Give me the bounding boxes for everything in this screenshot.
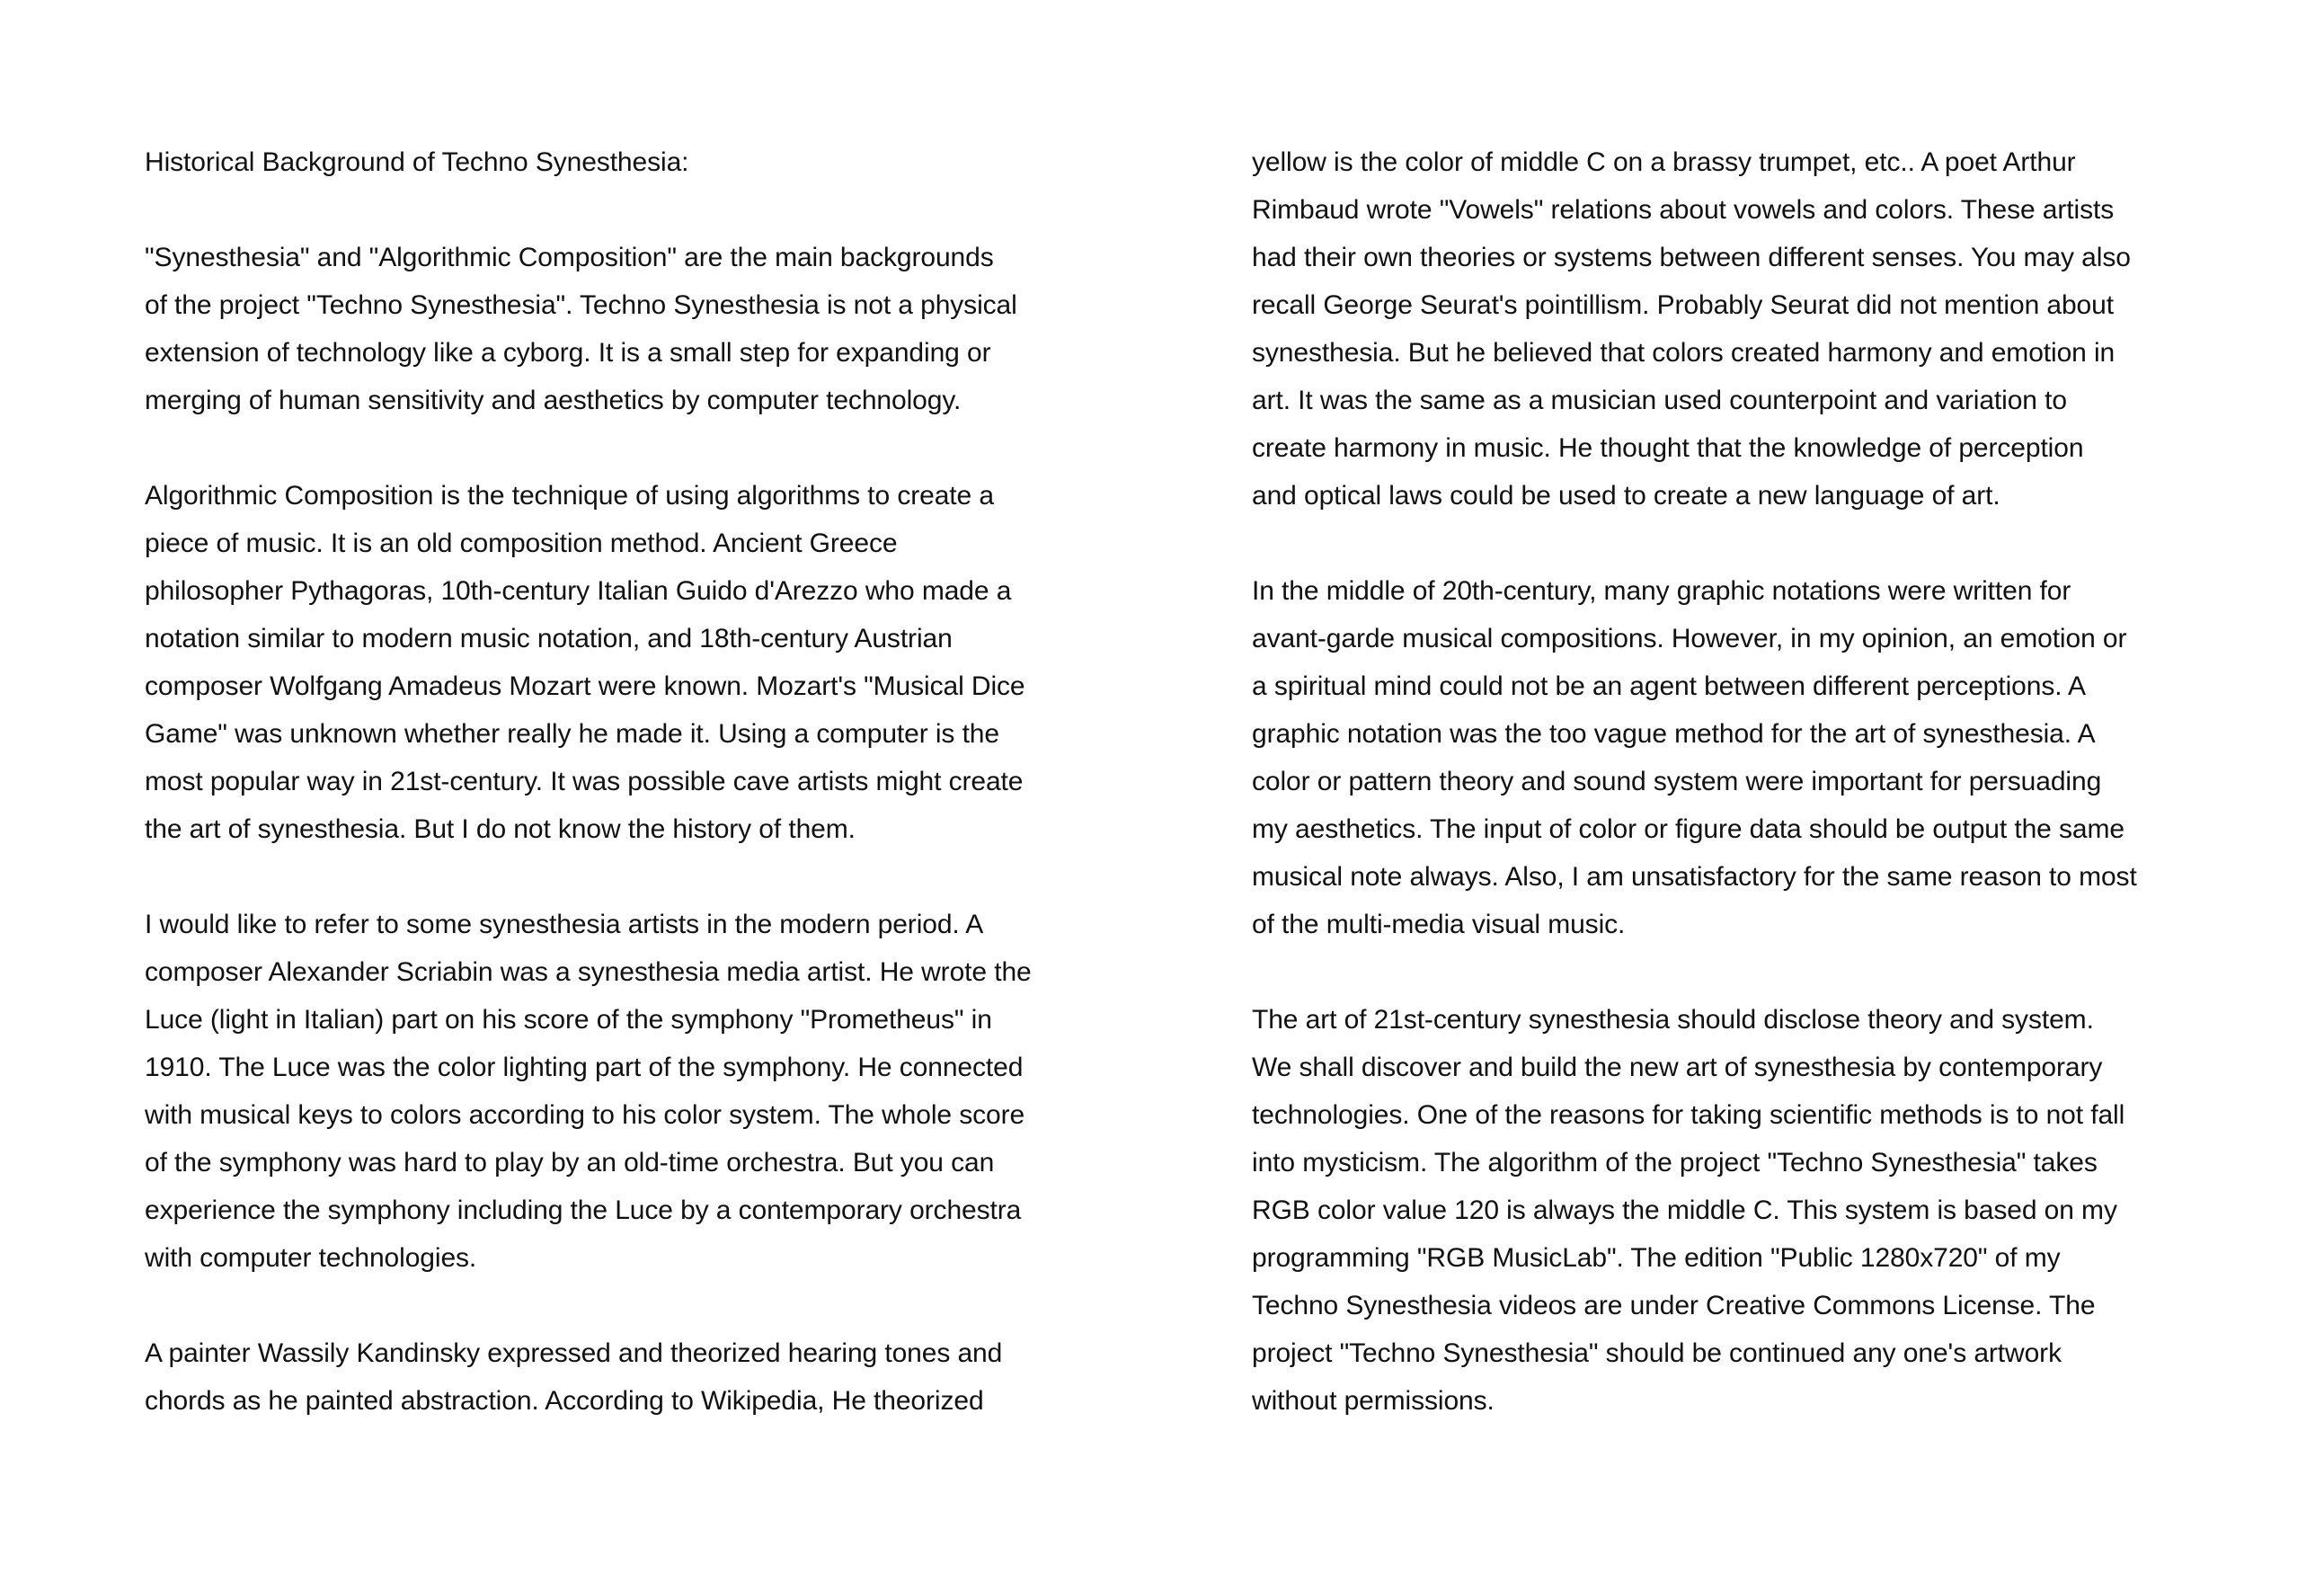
text-line: piece of music. It is an old composition method. Ancient Greece (145, 529, 898, 558)
text-line: technologies. One of the reasons for taking scientific methods is to not fall (1252, 1100, 2125, 1130)
text-line: art. It was the same as a musician used counterpoint and variation to (1252, 386, 2067, 415)
text-line: a spiritual mind could not be an agent between different perceptions. A (1252, 671, 2086, 701)
text-line: Techno Synesthesia videos are under Creative Commons License. The (1252, 1291, 2096, 1320)
text-line: without permissions. (1252, 1386, 1495, 1416)
paragraph-21st-century (1252, 996, 2240, 1425)
text-line: Algorithmic Composition is the technique of using algorithms to create a (145, 481, 994, 511)
text-line: synesthesia. But he believed that colors created harmony and emotion in (1252, 338, 2116, 368)
paragraph-spacer (1252, 520, 2240, 567)
text-line: notation similar to modern music notation, and 18th-century Austrian (145, 624, 953, 653)
text-line: "Synesthesia" and "Algorithmic Composition" are the main backgrounds (145, 243, 994, 272)
text-line: Game" was unknown whether really he made it. Using a computer is the (145, 719, 999, 749)
text-line: chords as he painted abstraction. According to Wikipedia, He theorized (145, 1386, 984, 1416)
left-column (145, 138, 1133, 1425)
right-column (1252, 138, 2240, 1425)
paragraph-spacer (145, 424, 1133, 472)
text-line: I would like to refer to some synesthesia artists in the modern period. A (145, 910, 984, 939)
text-line: had their own theories or systems between different senses. You may also (1252, 243, 2131, 272)
text-line: extension of technology like a cyborg. It is a small step for expanding or (145, 338, 991, 368)
text-line: yellow is the color of middle C on a brassy trumpet, etc.. A poet Arthur (1252, 147, 2076, 177)
text-line: project "Techno Synesthesia" should be continued any one's artwork (1252, 1338, 2062, 1368)
text-line: composer Wolfgang Amadeus Mozart were known. Mozart's "Musical Dice (145, 671, 1025, 701)
text-line: Luce (light in Italian) part on his score of the symphony "Prometheus" in (145, 1005, 992, 1035)
document-title: Historical Background of Techno Synesthesia: (145, 147, 689, 177)
text-line: most popular way in 21st-century. It was possible cave artists might create (145, 767, 1024, 796)
text-line: of the project "Techno Synesthesia". Techno Synesthesia is not a physical (145, 290, 1017, 320)
text-line: color or pattern theory and sound system were important for persuading (1252, 767, 2102, 796)
text-line: 1910. The Luce was the color lighting part of the symphony. He connected (145, 1053, 1024, 1082)
paragraph-algorithmic-composition (145, 472, 1133, 853)
paragraph-graphic-notations (1252, 567, 2240, 948)
text-line: the art of synesthesia. But I do not know the history of them. (145, 814, 856, 844)
text-line: of the symphony was hard to play by an old-time orchestra. But you can (145, 1148, 995, 1178)
text-line: experience the symphony including the Luce by a contemporary orchestra (145, 1195, 1022, 1225)
text-line: The art of 21st-century synesthesia should disclose theory and system. (1252, 1005, 2094, 1035)
text-line: graphic notation was the too vague method for the art of synesthesia. A (1252, 719, 2096, 749)
text-line: We shall discover and build the new art of synesthesia by contemporary (1252, 1053, 2103, 1082)
paragraph-kandinsky-continued (1252, 138, 2240, 520)
text-line: In the middle of 20th-century, many graphic notations were written for (1252, 576, 2071, 606)
paragraph-kandinsky (145, 1329, 1133, 1425)
text-line: create harmony in music. He thought that the knowledge of perception (1252, 433, 2084, 463)
text-line: my aesthetics. The input of color or figure data should be output the same (1252, 814, 2124, 844)
text-line: RGB color value 120 is always the middle C. This system is based on my (1252, 1195, 2117, 1225)
text-line: A painter Wassily Kandinsky expressed and theorized hearing tones and (145, 1338, 1003, 1368)
text-line: philosopher Pythagoras, 10th-century Italian Guido d'Arezzo who made a (145, 576, 1012, 606)
text-line: with computer technologies. (145, 1243, 477, 1273)
text-line: merging of human sensitivity and aesthetics by computer technology. (145, 386, 962, 415)
text-line: programming "RGB MusicLab". The edition "Public 1280x720" of my (1252, 1243, 2061, 1273)
paragraph-backgrounds (145, 234, 1133, 424)
text-line: of the multi-media visual music. (1252, 910, 1626, 939)
paragraph-spacer (1252, 948, 2240, 996)
text-line: into mysticism. The algorithm of the project "Techno Synesthesia" takes (1252, 1148, 2098, 1178)
text-line: and optical laws could be used to create a new language of art. (1252, 481, 2000, 511)
paragraph-spacer (145, 186, 1133, 234)
text-line: composer Alexander Scriabin was a synesthesia media artist. He wrote the (145, 957, 1032, 987)
text-line: musical note always. Also, I am unsatisfactory for the same reason to most (1252, 862, 2137, 892)
text-line: with musical keys to colors according to his color system. The whole score (145, 1100, 1025, 1130)
text-line: avant-garde musical compositions. However, in my opinion, an emotion or (1252, 624, 2127, 653)
paragraph-spacer (145, 853, 1133, 901)
paragraph-scriabin (145, 901, 1133, 1282)
text-line: Rimbaud wrote "Vowels" relations about vowels and colors. These artists (1252, 195, 2115, 225)
text-line: recall George Seurat's pointillism. Probably Seurat did not mention about (1252, 290, 2114, 320)
paragraph-spacer (145, 1282, 1133, 1329)
